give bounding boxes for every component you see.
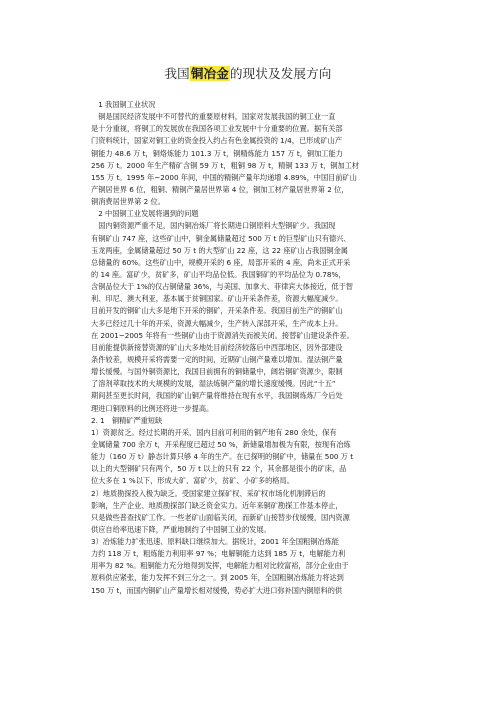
text-line: 目前能提供新接替资源的矿山大多地处目前经济较落后中西部地区，因外部建设 (91, 342, 343, 352)
text-line: 金属储量 700 余万 t，开采程度已超过 50 %，新储量增加极为有限，按现有冶炼 (91, 439, 351, 449)
text-line: 能力（160 万 t）静态计算只够 4 年的生产。在已探明的铜矿中，储量在 500 万 t (91, 452, 354, 462)
text-line: 国内铜资源严重不足，国内铜冶炼厂将长期进口铜原料大型铜矿少。我国现 (91, 221, 336, 231)
text-line: 理进口铜原料的比例还将进一步提高。 (91, 403, 214, 413)
text-line: 产铜居世界 6 位，粗铜、精铜产量居世界第 4 位，铜加工材产量居世界第 2 位， (91, 184, 349, 194)
text-line: 条件较差，规模开采将需要一定的时间，近期矿山铜产量难以增加。湿法铜产量 (91, 354, 343, 364)
text-line: 1）资源贫乏。经过长期的开采，国内目前可利用的铜产地有 280 余处，保有 (91, 427, 337, 437)
page-title (0, 64, 496, 82)
text-line: 总储量的 60%。这些矿山中，规模开采的 6 座，局部开采的 4 座，尚未正式开采 (91, 257, 351, 267)
text-line: 的 14 座。富矿少，贫矿多，矿山平均品位低。我国铜矿的平均品位为 0.78%， (91, 269, 346, 279)
text-line: 利、印尼、澳大利亚，基本属于贫铜国家。矿山开采条件差，资源大幅度减少。 (91, 294, 343, 304)
text-line: 大多已经过几十年的开采，资源大幅减少，生产转入深部开采，生产成本上升。 (91, 318, 343, 328)
text-line: 256 万 t。2000 年生产精矿含铜 59 万 t，粗铜 98 万 t，精铜 133 万 t，铜加工材 (91, 160, 360, 170)
text-line: 位大多在 1 %以下，形成大矿、富矿少，贫矿、小矿多的格局。 (91, 476, 294, 486)
text-line: 150 万 t，而国内铜矿山产量增长相对缓慢，势必扩大进口弥补国内铜原料的供 (91, 585, 343, 595)
text-line: 铜消费居世界第 2 位。 (91, 197, 165, 207)
text-line: 1 我国铜工业状况 (91, 100, 156, 109)
text-line: 门资料统计，国家对铜工业的资金投入约占有色金属投资的 1/4，已形成矿山产 (91, 136, 343, 146)
text-line: 2）地质勘探投入极为缺乏。受国家建立探矿权、采矿权市场化机制滞后的 (91, 488, 326, 498)
text-line: 目前开发的铜矿山大多是地下开采的铜矿，开采条件差。我国目前生产的铜矿山 (91, 306, 343, 316)
text-line: 含铜品位大于 1%的仅占铜储量 36%，与美国、加拿大、菲律宾大体接近，低于智 (91, 282, 353, 292)
text-line: 原料供应紧张，能力发挥不到三分之一。到 2005 年，全国粗铜冶炼能力将达到 (91, 573, 344, 583)
text-line: 供应自给率迅速下降，严重地制约了中国铜工业的发展。 (91, 524, 271, 534)
text-line: 在 2001~2005 年将有一些铜矿山由于资源消失而被关闭。接替矿山建设条件差。 (91, 330, 354, 340)
text-line: 155 万 t。1995 年~2000 年间，中国的精铜产量年均递增 4.89%，中国目前矿山 (91, 172, 357, 182)
text-line: 有铜矿山 747 座，这些矿山中，铜金属储量超过 500 万 t 的巨型矿山只有德兴、 (91, 233, 351, 243)
title-suffix: 的现状及发展方向 (229, 66, 332, 81)
text-line: 铜是国民经济发展中不可替代的重要原材料，国家对发展我国的铜工业一直 (91, 112, 336, 122)
body-text (91, 99, 412, 597)
text-line: 2 中国铜工业发展将遇到的问题 (91, 209, 199, 219)
text-line: 玉龙两座，金属储量超过 50 万 t 的大型矿山 22 座，这 22 座矿山占我国铜金属 (91, 245, 348, 255)
text-line: 是十分重视，将铜工的发展放在我国各项工业发展中十分重要的位置。据有关部 (91, 124, 343, 134)
title-highlight: 铜冶金 (190, 66, 229, 81)
title-prefix: 我国 (164, 66, 190, 81)
text-line: 3）冶炼能力扩张迅速、原料缺口继续加大。据统计，2001 年全国粗铜冶炼能 (91, 537, 339, 547)
text-line: 只是做些普查找矿工作。一些老矿山面临关闭，而新矿山接替步伐缓慢，国内资源 (91, 512, 350, 522)
text-line: 2. 1 铜精矿严重短缺 (91, 415, 163, 425)
text-line: 增长缓慢。与国外铜资源比，我国目前拥有的铜储量中，阔岩铜矿资源少，限制 (91, 367, 343, 377)
text-line: 以上的大型铜矿只有两个，50 万 t 以上的只有 22 个，其余都是很小的矿床，品 (91, 464, 347, 474)
text-line: 铜能力 48.6 万 t，铜烙炼能力 101.3 万 t，铜精炼能力 157 万 t，铜加工能力 (91, 148, 343, 158)
text-line: 了溶剂萃取技术的大规模的发展，湿法炼铜产量的增长速度缓慢。因此“十五” (91, 379, 336, 389)
text-line: 力约 118 万 t，粗炼能力利用率 97 %；电解铜能力达到 185 万 t，电解能力利 (91, 549, 346, 559)
text-line: 用率为 82 %。粗铜能力充分地得到发挥，电解能力相对比较富裕，部分企业由于 (91, 561, 349, 571)
text-line: 期间甚至更长时间，我国的矿山铜产量将维持在现有水平，我国铜炼炼厂今后处 (91, 391, 343, 401)
text-line: 影响，生产企业、地质勘探部门缺乏资金实力。近年来铜矿勘探工作基本停止， (91, 500, 343, 510)
